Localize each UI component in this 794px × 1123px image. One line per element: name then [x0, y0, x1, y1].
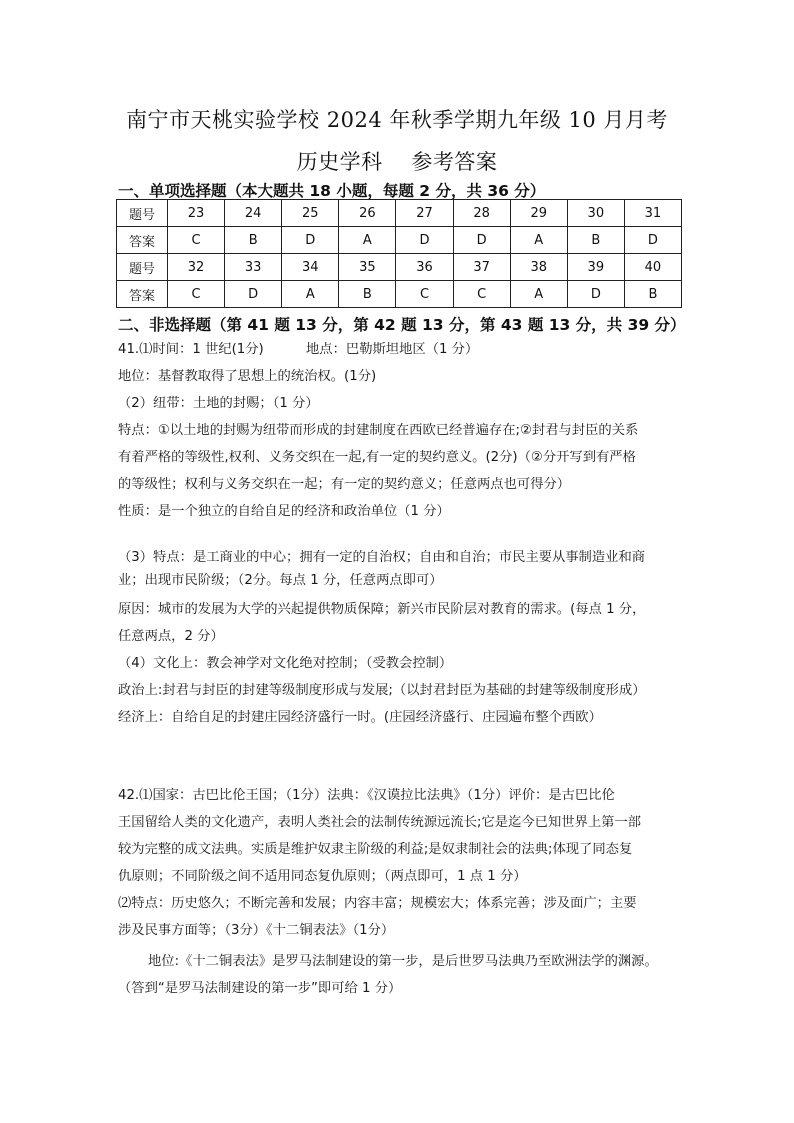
question-number: 25 — [282, 200, 339, 227]
row-label: 题号 — [117, 254, 168, 281]
question-41-answer-part2 — [118, 546, 680, 592]
answer-line: 原因：城市的发展为大学的兴起提供物质保障；新兴市民阶层对教育的需求。(每点 1 分， — [118, 602, 646, 617]
answer-cell: D — [225, 281, 282, 308]
answer-cell: B — [225, 227, 282, 254]
row-label: 答案 — [117, 281, 168, 308]
question-number: 35 — [339, 254, 396, 281]
answer-line: 任意两点，2 分） — [118, 629, 224, 644]
question-number: 23 — [168, 200, 225, 227]
answer-cell: B — [339, 281, 396, 308]
answer-line: 仇原则；不同阶级之间不适用同态复仇原则；（两点即可，1 点 1 分） — [118, 869, 527, 884]
page-title: 南宁市天桃实验学校 2024 年秋季学期九年级 10 月月考 — [126, 108, 668, 132]
answer-cell: D — [567, 281, 624, 308]
question-number: 39 — [567, 254, 624, 281]
question-number: 32 — [168, 254, 225, 281]
answer-line: 涉及民事方面等；（3分）《十二铜表法》（1分） — [118, 923, 395, 938]
page-subtitle — [0, 146, 794, 176]
answer-line: 性质：是一个独立的自给自足的经济和政治单位（1 分） — [118, 504, 450, 519]
answer-line: （答到“是罗马法制建设的第一步”即可给 1 分） — [118, 981, 402, 996]
answer-line: 41.⑴时间：1 世纪(1分) 地点：巴勒斯坦地区（1 分） — [118, 342, 479, 357]
answer-line: 经济上：自给自足的封建庄园经济盛行一时。(庄园经济盛行、庄园遍布整个西欧） — [118, 710, 602, 725]
question-41-answer-part3 — [118, 596, 680, 731]
answer-cell: D — [396, 227, 453, 254]
question-number: 40 — [624, 254, 681, 281]
answer-line: ⑵特点：历史悠久；不断完善和发展；内容丰富；规模宏大；体系完善；涉及面广；主要 — [118, 896, 637, 911]
answer-line: 较为完整的成文法典。实质是维护奴隶主阶级的利益;是奴隶制社会的法典;体现了同态复 — [118, 842, 633, 857]
answer-cell: C — [168, 281, 225, 308]
answer-line: 42.⑴国家：古巴比伦王国；（1分）法典：《汉谟拉比法典》（1分）评价：是古巴比伦 — [118, 788, 615, 803]
answer-cell: C — [396, 281, 453, 308]
answer-cell: C — [453, 281, 510, 308]
answer-cell: B — [624, 281, 681, 308]
table-row — [117, 254, 682, 281]
answer-cell: D — [624, 227, 681, 254]
answer-cell: A — [282, 281, 339, 308]
table-row — [117, 227, 682, 254]
answer-cell: B — [567, 227, 624, 254]
answer-table — [116, 199, 682, 308]
table-row — [117, 200, 682, 227]
question-number: 27 — [396, 200, 453, 227]
question-number: 31 — [624, 200, 681, 227]
question-41-answer-part1 — [118, 336, 680, 525]
answer-cell: A — [510, 227, 567, 254]
answer-line: （4）文化上：教会神学对文化绝对控制；（受教会控制） — [118, 656, 453, 671]
subtitle-text: 历史学科 参考答案 — [296, 150, 498, 174]
table-row — [117, 281, 682, 308]
answer-line: 地位:《十二铜表法》是罗马法制建设的第一步，是后世罗马法典乃至欧洲法学的渊源。 — [148, 954, 658, 969]
answer-line: 地位：基督教取得了思想上的统治权。(1分) — [118, 369, 377, 384]
answer-cell: A — [339, 227, 396, 254]
answer-line: （2）纽带：土地的封赐；（1 分） — [118, 396, 319, 411]
answer-line: 的等级性；权利与义务交织在一起；有一定的契约意义；任意两点也可得分） — [118, 477, 571, 492]
question-number: 36 — [396, 254, 453, 281]
question-number: 30 — [567, 200, 624, 227]
answer-line: 有着严格的等级性,权利、义务交织在一起,有一定的契约意义。(2分)（②分开写到有严格 — [118, 450, 636, 465]
question-number: 37 — [453, 254, 510, 281]
question-42-answer-part2 — [118, 890, 680, 1002]
question-42-answer — [118, 782, 680, 890]
answer-line: 王国留给人类的文化遗产，表明人类社会的法制传统源远流长;它是迄今已知世界上第一部 — [118, 815, 642, 830]
question-number: 26 — [339, 200, 396, 227]
question-number: 28 — [453, 200, 510, 227]
answer-cell: D — [453, 227, 510, 254]
answer-cell: D — [282, 227, 339, 254]
question-number: 24 — [225, 200, 282, 227]
question-number: 38 — [510, 254, 567, 281]
question-number: 29 — [510, 200, 567, 227]
answer-cell: C — [168, 227, 225, 254]
answer-cell: A — [510, 281, 567, 308]
question-number: 34 — [282, 254, 339, 281]
section-2-heading: 二、非选择题（第 41 题 13 分，第 42 题 13 分，第 43 题 13 分，共 39 分） — [118, 316, 686, 334]
question-number: 33 — [225, 254, 282, 281]
row-label: 题号 — [117, 200, 168, 227]
answer-line: 特点：①以土地的封赐为纽带而形成的封建制度在西欧已经普遍存在;②封君与封臣的关系 — [118, 423, 639, 438]
row-label: 答案 — [117, 227, 168, 254]
answer-line: 业；出现市民阶级；（2分。每点 1 分，任意两点即可） — [118, 573, 443, 588]
section-1-heading: 一、单项选择题（本大题共 18 小题，每题 2 分，共 36 分） — [118, 182, 546, 200]
answer-line: （3）特点：是工商业的中心；拥有一定的自治权；自由和自治；市民主要从事制造业和商 — [118, 550, 646, 565]
answer-line: 政治上:封君与封臣的封建等级制度形成与发展;（以封君封臣为基础的封建等级制度形成） — [118, 683, 646, 698]
